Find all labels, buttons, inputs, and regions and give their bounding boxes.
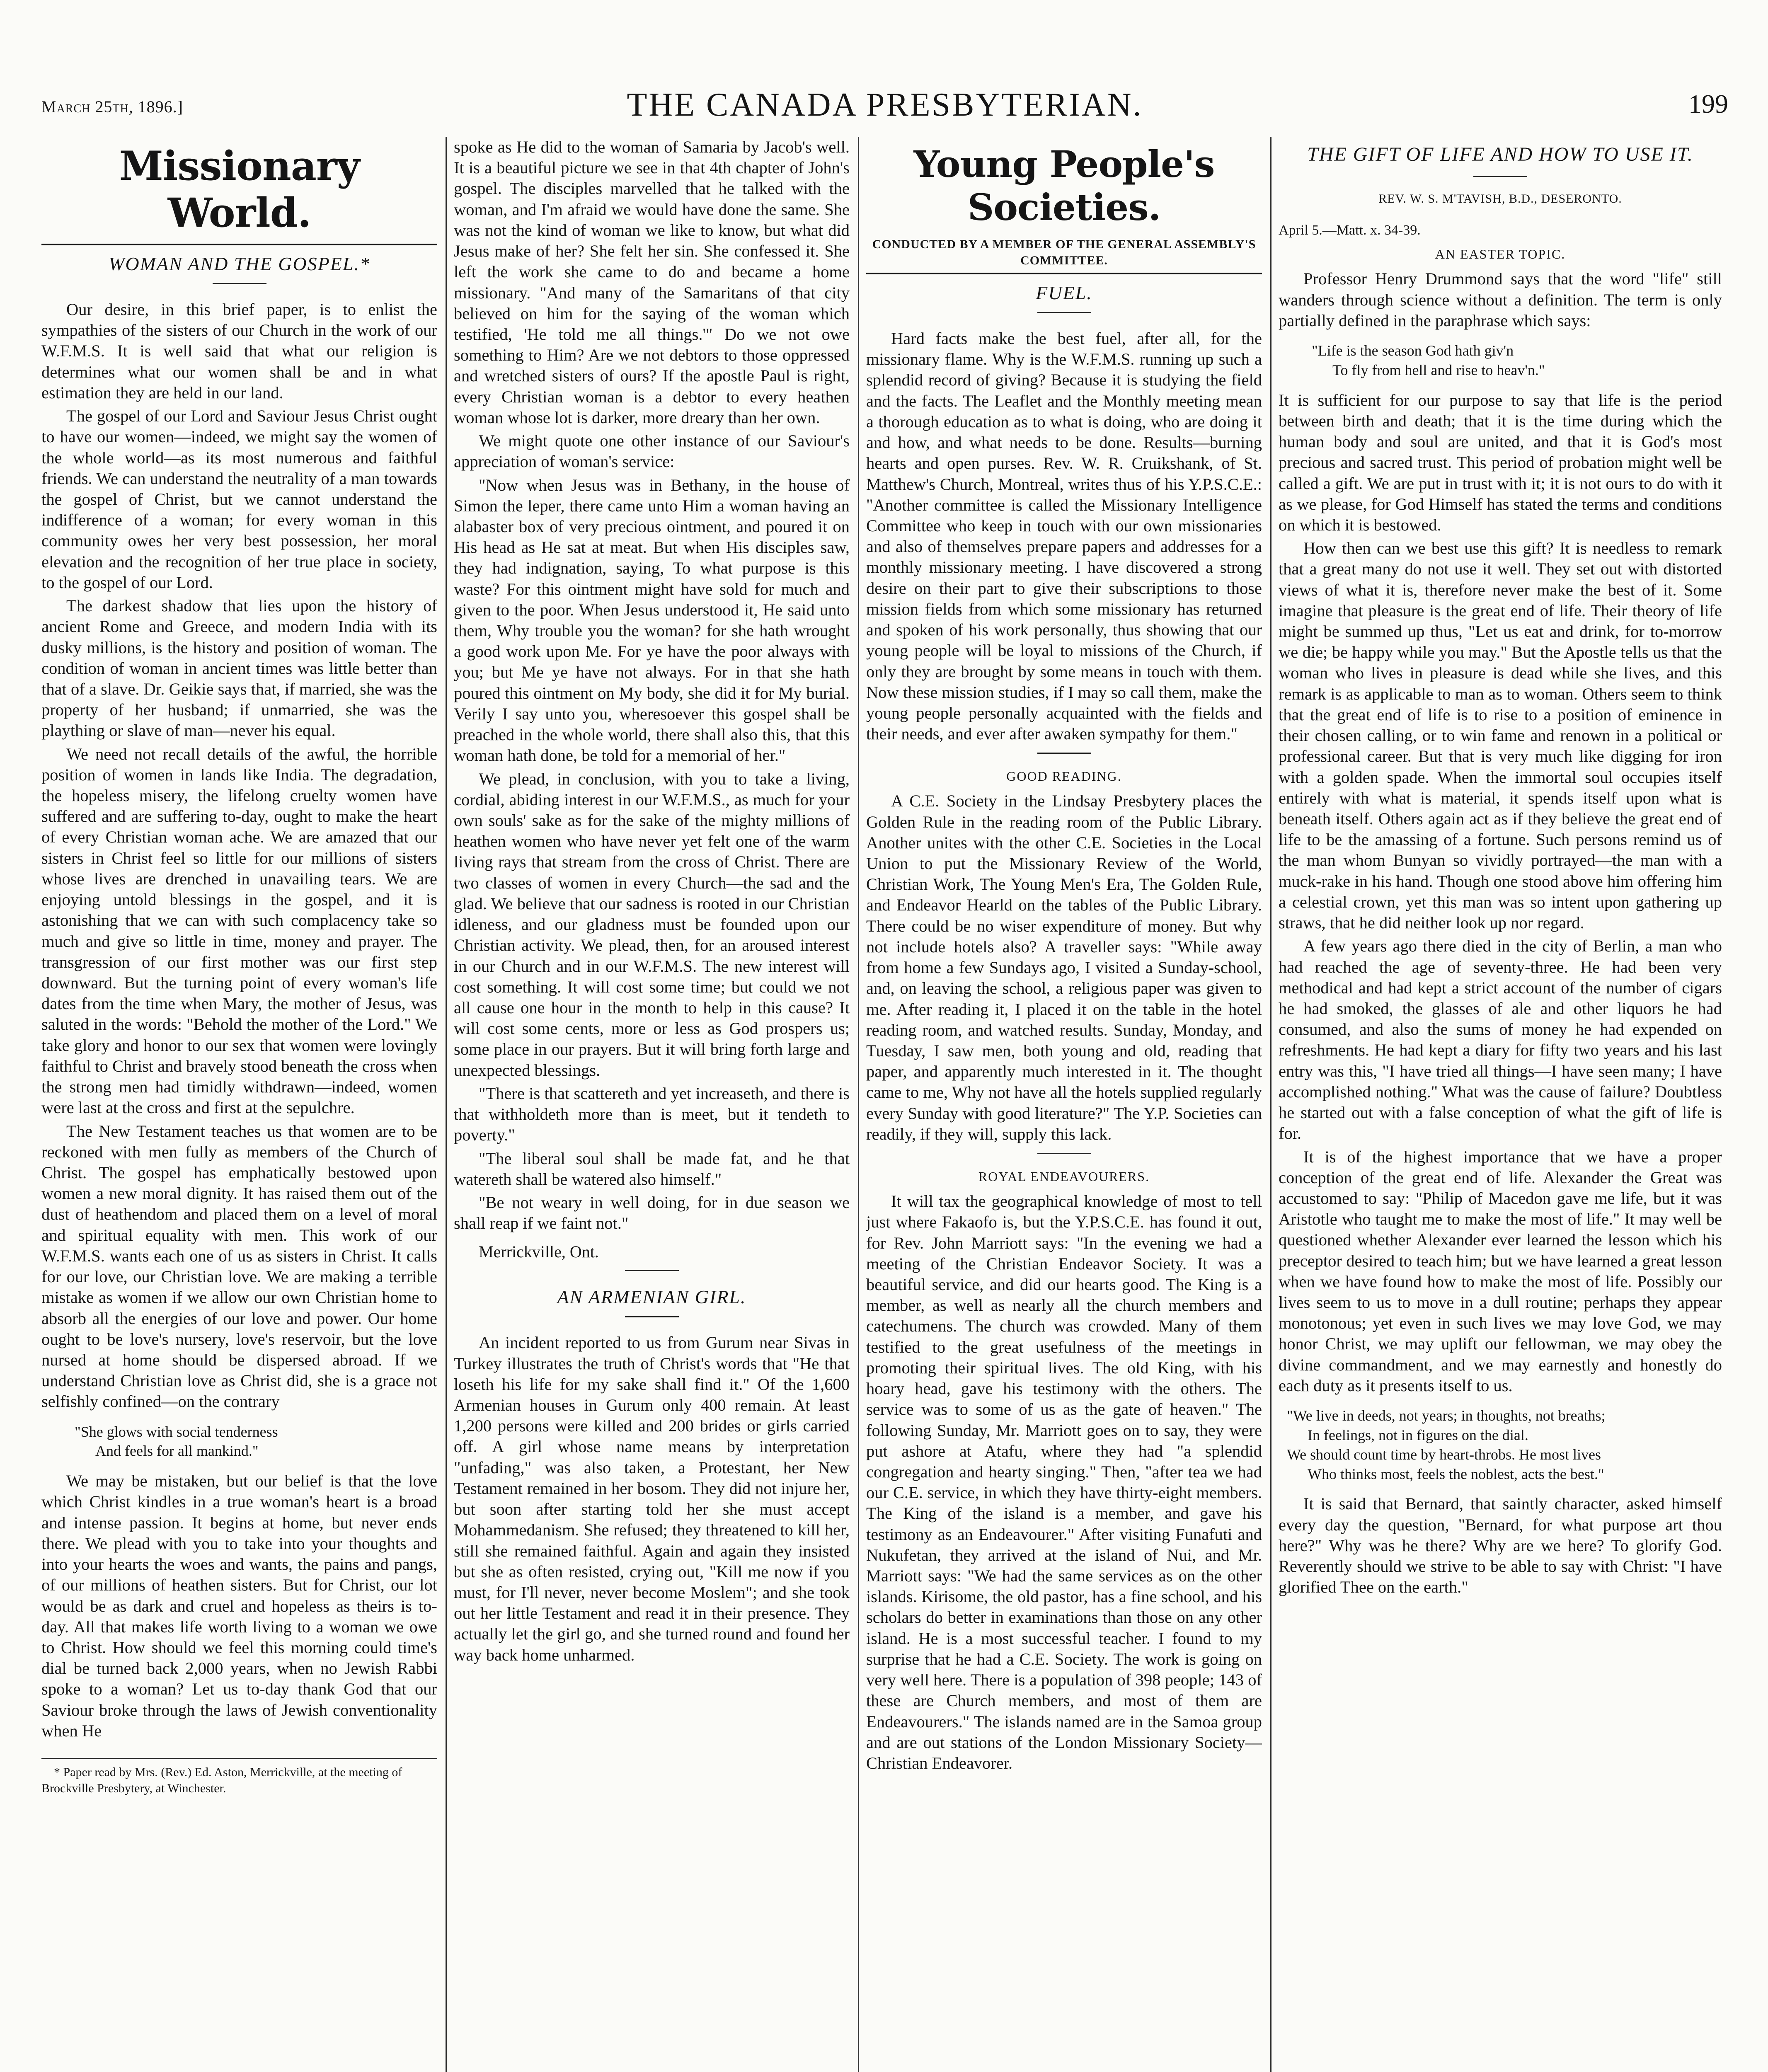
column-divider: [858, 137, 859, 2072]
paragraph: "There is that scattereth and yet increaseth, and there is that withholdeth more than is meet, but it tendeth to poverty.": [454, 1084, 850, 1145]
paragraph: Our desire, in this brief paper, is to enlist the sympathies of the sisters of our Church in the work of our W.F.M.S. It is well said that what our religion is determines what our women shall be and in what estimation they are held in our land.: [41, 300, 437, 402]
column-1: [41, 137, 437, 2072]
paragraph: spoke as He did to the woman of Samaria by Jacob's well. It is a beautiful picture we see in that 4th chapter of John's gospel. The disciples marvelled that he talked with the woman, and I'm afraid we would have done the same. She was not the kind of woman we like to know, but what did Jesus make of her? She felt her sin. She confessed it. She left the work she came to do and became a home missionary. "And many of the Samaritans of that city believed on him for the saying of the woman which testified, 'He told me all things.'" Do we not owe something to Him? Are we not debtors to those oppressed and wretched sisters of ours? If the apostle Paul is right, every Christian woman is a debtor to every heathen woman whose lot is darker, more dreary than her own.: [454, 138, 850, 427]
paragraph: We need not recall details of the awful, the horrible position of women in lands like India. The degradation, the hopeless misery, the lifelong cruelty women have suffered and are suffering to-day, ought to make the heart of every Christian woman ache. We are amazed that our sisters in Christ feel so little for our millions of sisters whose lives are drenched in unavailing tears. We are enjoying untold blessings in the gospel, and it is astonishing that we can with such complacency take so much and give so little in time, money and prayer. The transgression of our first mother was our first step downward. But the turning point of every woman's life dates from the time when Mary, the mother of Jesus, was saluted in the words: "Behold the mother of the Lord." We take glory and honor to our sex that women were lovingly faithful to Christ and bravely stood beneath the cross when the strong men had timidly withdrawn—indeed, women were last at the cross and first at the sepulchre.: [41, 744, 437, 1117]
paragraph: "The liberal soul shall be made fat, and he that watereth shall be watered also himself.": [454, 1149, 850, 1188]
title-divider: [1473, 176, 1527, 177]
article-title-gift-of-life: THE GIFT OF LIFE AND HOW TO USE IT.: [1307, 143, 1693, 165]
signoff: Merrickville, Ont.: [479, 1242, 599, 1261]
column-divider: [446, 137, 447, 2072]
topic-heading: AN EASTER TOPIC.: [1435, 247, 1566, 262]
column-divider: [1270, 137, 1272, 2072]
scripture-reference: April 5.—Matt. x. 34-39.: [1279, 223, 1421, 238]
verse-line: To fly from hell and rise to heav'n.": [1332, 361, 1545, 378]
paragraph: It is sufficient for our purpose to say that life is the period between birth and death; that it is the time during which the human body and soul are united, and that it is God's most precious and sacred trust. This period of probation might well be called a gift. We are put in trust with it; it is not ours to do with it as we please, for God Himself has stated the terms and conditions on which it is bestowed.: [1279, 390, 1722, 534]
footnote: * Paper read by Mrs. (Rev.) Ed. Aston, Merrickville, at the meeting of Brockville Presbytery, at Winchester.: [41, 1758, 437, 1796]
section-title-missionary-world: Missionary World.: [119, 143, 360, 236]
verse-line: "Life is the season God hath giv'n: [1312, 342, 1514, 359]
paragraph: The New Testament teaches us that women are to be reckoned with men fully as members of the Church of Christ. The gospel has emphatically bestowed upon women a new moral dignity. It has raised them out of the dust of heathendom and placed them on a level of moral and spiritual equality with men. This work of our W.F.M.S. wants each one of us as sisters in Christ. It calls for our love, our Christian love. We are making a terrible mistake as women if we allow our own Christian home to absorb all the energies of our love and power. Our home ought to be love's nursery, love's reservoir, but the love nursed at home should be dispersed abroad. If we understand Christian love as Christ did, she is a grace not selfishly confined—on the contrary: [41, 1121, 437, 1411]
article-title-woman-and-gospel: WOMAN AND THE GOSPEL.*: [109, 253, 370, 274]
newspaper-title: THE CANADA PRESBYTERIAN.: [627, 87, 1143, 123]
paragraph: An incident reported to us from Gurum near Sivas in Turkey illustrates the truth of Christ's words that "He that loseth his life for my sake shall find it." Of the 1,600 Armenian houses in Gurum only 400 remain. At least 1,200 persons were killed and 200 brides or girls carried off. A girl whose name means by interpretation "unfading," was also taken, a Protestant, her New Testament remained in her bosom. They did not injure her, but soon after starting told her she must accept Mohammedanism. She refused; they threatened to kill her, still she remained faithful. Again and again they insisted but she as often resisted, crying out, "Kill me now if you must, for I'll never, never become Moslem"; and she took out her little Testament and read it in their presence. They actually let the girl go, and she turned round and found her way back home unharmed.: [454, 1333, 850, 1664]
article-title-armenian-girl: AN ARMENIAN GIRL.: [557, 1286, 746, 1308]
page-number: 199: [1688, 89, 1728, 119]
article-title-royal-endeavourers: ROYAL ENDEAVOURERS.: [978, 1169, 1150, 1184]
article-title-good-reading: GOOD READING.: [1006, 769, 1122, 784]
paragraph: We plead, in conclusion, with you to take a living, cordial, abiding interest in our W.F.M.S., as much for your own souls' sake as for the sake of the mighty millions of heathen women who have never yet felt one of the warm living rays that stream from the cross of Christ. There are two classes of women in every Church—the sad and the glad. We believe that our sadness is rooted in our Christian idleness, and our gladness must be founded upon our Christian activity. We plead, then, for an aroused interest in our Church and in our W.F.M.S. The new interest will cost something. It will cost some time; but could we not all cause one hour in the month to help in this cause? It will cost some cents, more or less as God prospers us; some place in our prayers. But it will bring forth large and unexpected blessings.: [454, 769, 850, 1080]
verse-line: We should count time by heart-throbs. He most lives: [1287, 1446, 1601, 1463]
paragraph: "Be not weary in well doing, for in due season we shall reap if we faint not.": [454, 1193, 850, 1233]
verse-line: "We live in deeds, not years; in thoughts, not breaths;: [1287, 1407, 1606, 1424]
masthead: [41, 83, 1728, 133]
verse-line: "She glows with social tenderness: [75, 1423, 278, 1440]
verse-line: Who thinks most, feels the noblest, acts the best.": [1308, 1465, 1604, 1482]
title-divider: [1037, 312, 1091, 313]
conducted-by-note: CONDUCTED BY A MEMBER OF THE GENERAL ASSEMBLY'S COMMITTEE.: [872, 237, 1256, 267]
article-divider: [1037, 753, 1091, 754]
article-title-fuel: FUEL.: [1036, 282, 1092, 303]
paragraph: Professor Henry Drummond says that the word "life" still wanders through science without a definition. The term is only partially defined in the paraphrase which says:: [1279, 269, 1722, 330]
issue-date: March 25th, 1896.]: [41, 97, 184, 116]
paragraph: Hard facts make the best fuel, after all, for the missionary flame. Why is the W.F.M.S. running up such a splendid record of giving? Because it is studying the field and the facts. The Leaflet and the Monthly meeting mean a thorough education as to what is doing, who are doing it and how, and what needs to be done. Results—burning hearts and open purses. Rev. W. R. Cruikshank, of St. Matthew's Church, Montreal, writes thus of his Y.P.S.C.E.: "Another committee is called the Missionary Intelligence Committee who keep in touch with our own missionaries and also of themselves prepare papers and addresses for a monthly missionary meeting. I have discovered a strong desire on their part to give their subscriptions to those mission fields from which some missionary has returned and spoken of his work personally, thus showing that our young people will be loyal to missions of the Church, if only they are brought by some means in touch with them. Now these mission studies, if I may so call them, make the young people personally acquainted with the fields and their needs, and ever after awaken sympathy for them.": [866, 329, 1262, 743]
column-4: [1279, 137, 1722, 2072]
column-3: [866, 137, 1262, 2072]
paragraph: The darkest shadow that lies upon the history of ancient Rome and Greece, and modern India with its dusky millions, is the history and position of woman. The condition of woman in ancient times was little better than that of a slave. Dr. Geikie says that, if married, she was the property of her husband; if unmarried, she was the plaything or slave of man—never his equal.: [41, 596, 437, 740]
author-byline: REV. W. S. M'TAVISH, B.D., DESERONTO.: [1378, 192, 1622, 206]
title-divider: [213, 283, 266, 284]
article-divider: [1037, 1153, 1091, 1154]
paragraph: We might quote one other instance of our Saviour's appreciation of woman's service:: [454, 431, 850, 471]
paragraph: It is said that Bernard, that saintly character, asked himself every day the question, "Bernard, for what purpose art thou here?" Why was he there? Why are we here? To glorify God. Reverently should we strive to be able to say with Christ: "I have glorified Thee on the earth.": [1279, 1494, 1722, 1597]
paragraph: We may be mistaken, but our belief is that the love which Christ kindles in a true woman's heart is a broad and intense passion. It begins at home, but never ends there. We plead with you to take into your thoughts and into your hearts the woes and wants, the pains and pangs, of our millions of heathen sisters. But for Christ, our lot would be as dark and cruel and hopeless as theirs is to-day. All that makes life worth living to a woman we owe to Christ. How should we feel this morning could time's dial be turned back 2,000 years, when no Jewish Rabbi spoke to a woman? Let us to-day thank God that our Saviour broke through the laws of Jewish conventionality when He: [41, 1472, 437, 1740]
verse-quote: [75, 1422, 437, 1461]
title-divider: [625, 1316, 679, 1317]
paragraph: It is of the highest importance that we have a proper conception of the great end of life. Alexander the Great was accustomed to say: "Philip of Macedon gave me life, but it was Aristotle who taught me to make the most of life." It may well be questioned whether Alexander ever learned the lesson which his preceptor desired to teach him; but we have learned a great lesson when we have found how to make the most of life. Possibly our lives seem to us to move in a dull routine; perhaps they appear monotonous; yet even in such lives we may love God, we may honor Christ, we may uplift our fellowman, we may obey the divine commandment, and we may earnestly and honestly do each duty as it presents itself to us.: [1279, 1147, 1722, 1395]
verse-quote: [1287, 1406, 1722, 1484]
paragraph: How then can we best use this gift? It is needless to remark that a great many do not use it well. They set out with distorted views of what it is, therefore never make the best of it. Some imagine that pleasure is the great end of life. Their theory of life might be summed up thus, "Let us eat and drink, for to-morrow we die; be happy while you may." But the Apostle tells us that the woman who lives in pleasure is dead while she lives, and this remark is as applicable to man as to woman. Others seem to think that the great end of life is to rise to a position of eminence in their chosen calling, or to win fame and renown in a political or professional career. But that is very much like digging for iron with a golden spade. When the immortal soul occupies itself entirely with what is material, it spends itself upon what is beneath itself. Others again act as if they believe the great end of life to be the amassing of a fortune. Such persons remind us of the man whom Bunyan so vividly portrayed—the man with a muck-rake in his hand. Though one stood above him offering him a celestial crown, yet this man was so intent upon gathering up straws, that he did neither look up nor regard.: [1279, 539, 1722, 932]
paragraph: The gospel of our Lord and Saviour Jesus Christ ought to have our women—indeed, we might say the women of the whole world—as its most numerous and faithful friends. We can understand the neutrality of a man towards the gospel of Christ, but we cannot understand the indifference of a woman; for every woman in this community owes her very best possession, her moral elevation and the recognition of her true place in society, to the gospel of our Lord.: [41, 407, 437, 592]
verse-line: In feelings, not in figures on the dial.: [1308, 1426, 1528, 1443]
paragraph: A few years ago there died in the city of Berlin, a man who had reached the age of seventy-three. He had been very methodical and had kept a strict account of the number of cigars he had smoked, the glasses of ale and other liquors he had consumed, and also the sums of money he had expended on refreshments. He had kept a diary for fifty two years and his last entry was this, "I have tried all things—I have seen many; I have accomplished nothing." What was the cause of failure? Doubtless he started out with a false conception of what the gift of life is for.: [1279, 937, 1722, 1143]
section-rule: [41, 244, 437, 245]
section-title-young-peoples-societies: Young People's Societies.: [913, 143, 1215, 229]
paragraph: It will tax the geographical knowledge of most to tell just where Fakaofo is, but the Y.P.S.C.E. has found it out, for Rev. John Marriott says: "In the evening we had a meeting of the Christian Endeavor Society. It was a beautiful service, and did our hearts good. The King is a member, as well as nearly all the church members and catechumens. The church was crowded. Many of them testified to the great usefulness of the meetings in promoting their spiritual lives. The old King, with his hoary head, gave his testimony with the others. The service was to some of us as the gate of heaven." The following Sunday, Mr. Marriott goes on to say, they were put ashore at Atafu, where they had "a splendid congregation and hearty singing." Then, "after tea we had our C.E. service, in which they have thirty-eight members. The King of the island is a member, and gave his testimony as an Endeavourer." After visiting Funafuti and Nukufetan, they arrived at the island of Nui, and Mr. Marriott says: "We had the same services as on the other islands. Kirisome, the old pastor, has a fine school, and his scholars do better in examinations than those on any other island. He is a most successful teacher. I found to my surprise that he had a C.E. Society. The work is going on very well here. There is a population of 398 people; 143 of these are Church members, and most of them are Endeavourers." The islands named are in the Samoa group and are out stations of the London Missionary Society—Christian Endeavorer.: [866, 1192, 1262, 1772]
verse-line: And feels for all mankind.": [95, 1443, 259, 1460]
article-divider: [625, 1270, 679, 1271]
column-2: [454, 137, 850, 2072]
paragraph: "Now when Jesus was in Bethany, in the house of Simon the leper, there came unto Him a woman having an alabaster box of very precious ointment, and poured it on His head as He sat at meat. But when His disciples saw, they had indignation, saying, To what purpose is this waste? For this ointment might have sold for much and given to the poor. When Jesus understood it, He said unto them, Why trouble you the woman? for she hath wrought a good work upon Me. For ye have the poor always with you; but Me ye have not always. For in that she hath poured this ointment on My body, she did it for My burial. Verily I say unto you, wheresoever this gospel shall be preached in the whole world, there shall also this, that this woman hath done, be told for a memorial of her.": [454, 475, 850, 765]
verse-quote: [1312, 341, 1722, 380]
section-rule: [866, 273, 1262, 274]
paragraph: A C.E. Society in the Lindsay Presbytery places the Golden Rule in the reading room of the Public Library. Another unites with the other C.E. Societies in the Local Union to put the Missionary Review of the World, Christian Work, The Young Men's Era, The Golden Rule, and Endeavor Hearld on the tables of the Public Library. There could be no wiser expenditure of money. But why not include hotels also? A traveller says: "While away from home a few Sundays ago, I visited a Sunday-school, and, on leaving the school, a religious paper was given to me. After reading it, I placed it on the table in the hotel reading room, and watched results. Sunday, Monday, and Tuesday, I saw men, both young and old, reading that paper, and apparently much interested in it. The thought came to me, Why not have all the hotels supplied regularly every Sunday with good literature?" The Y.P. Societies can readily, if they will, supply this lack.: [866, 792, 1262, 1143]
